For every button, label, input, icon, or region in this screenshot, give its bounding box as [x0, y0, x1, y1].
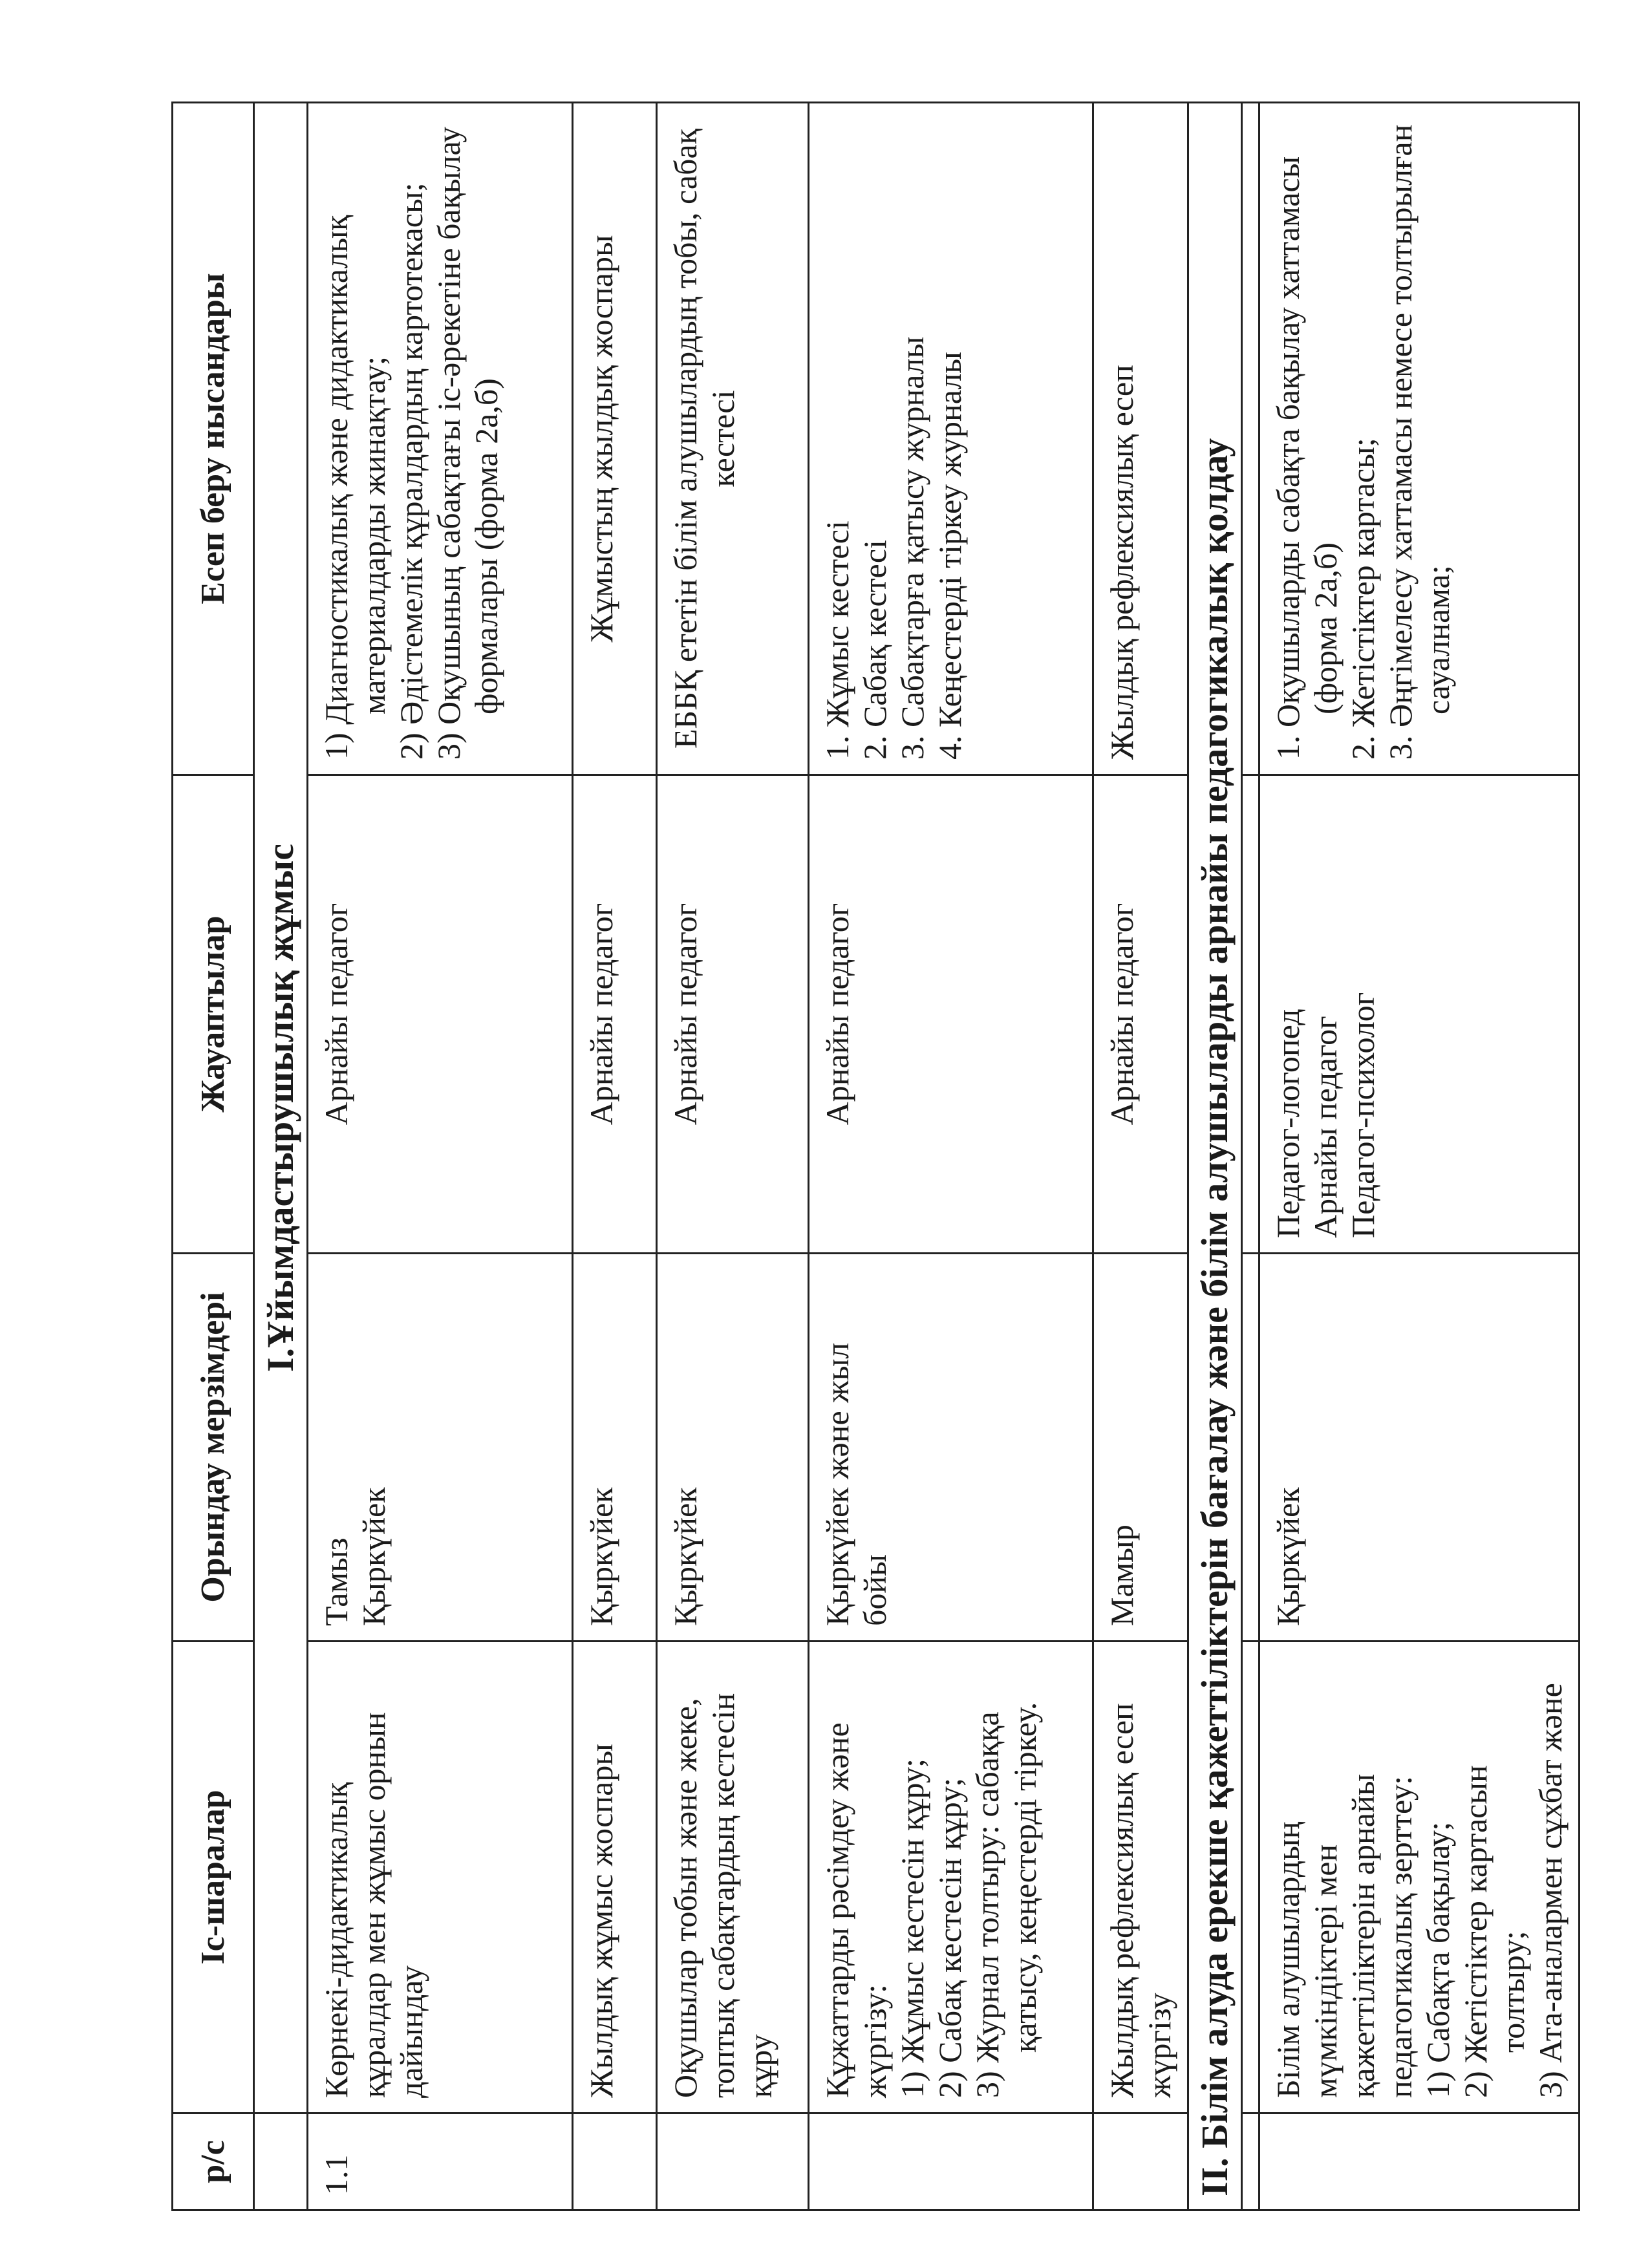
list-item: 2) Жетістіктер картасын толтыру; — [1457, 1765, 1531, 2098]
row-deadline — [308, 1254, 573, 1642]
responsible-line: Педагог-психолог — [1345, 992, 1381, 1238]
responsible-line: Педагог-логопед — [1270, 1009, 1306, 1238]
row-reporting — [1259, 103, 1580, 775]
row-num: 1.1 — [308, 2113, 573, 2210]
list-item: 4. Кеңестерді тіркеу журналы — [932, 352, 968, 760]
header-num: р/с — [173, 2113, 254, 2210]
list-item: 3) Журнал толтыру: сабаққа қатысу, кеңестерді тіркеу. — [969, 1702, 1043, 2098]
list-item: 3) Оқушының сабақтағы іс-әрекетіне бақылау формалары (форма 2а,б) — [431, 126, 504, 760]
row-activity — [1259, 1642, 1580, 2113]
deadline-line: Тамыз — [318, 1537, 354, 1626]
table-header-row — [173, 103, 254, 2210]
row-responsible: Арнайы педагог — [657, 775, 809, 1254]
row-reporting — [809, 103, 1093, 775]
row-num — [809, 2113, 1093, 2210]
list-item: 2. Сабақ кестесі — [857, 539, 893, 760]
table-row — [657, 103, 809, 2210]
section-2-title: II. Білім алуда ерекше қажеттіліктерін бағалау және білім алушыларды арнайы педагогикалық қолдау — [1188, 103, 1242, 2210]
row-deadline: Қыркүйек және жыл бойы — [809, 1254, 1093, 1642]
list-item: 1) Жұмыс кестесін құру; — [894, 1758, 930, 2098]
row-num — [1259, 2113, 1580, 2210]
row-activity: Көрнекі-дидактикалық құралдар мен жұмыс орнын дайындау — [308, 1642, 573, 2113]
rotated-document-page — [171, 103, 1569, 2211]
row-reporting: Жылдық рефлексиялық есеп — [1093, 103, 1188, 775]
row-num — [573, 2113, 657, 2210]
reporting-list — [819, 118, 969, 760]
list-item: 2. Жетістіктер картасы; — [1345, 438, 1381, 760]
spacer-row — [1242, 103, 1259, 2210]
header-responsible: Жауаптылар — [173, 775, 254, 1254]
row-deadline: Қыркүйек — [1259, 1254, 1580, 1642]
activity-title: Білім алушылардың мүмкіндіктері мен қажеттіліктерін арнайы педагогикалық зерттеу: — [1270, 1773, 1419, 2098]
row-responsible: Арнайы педагог — [308, 775, 573, 1254]
section-1-row — [254, 103, 308, 2210]
table-row — [1093, 103, 1188, 2210]
row-reporting: ЕББҚ ететін білім алушылардың тобы, сабақ кестесі — [657, 103, 809, 775]
activity-list — [1419, 1656, 1569, 2098]
row-activity: Жылдық рефлексиялық есеп жүргізу — [1093, 1642, 1188, 2113]
list-item: 3) Ата-аналармен сұхбат және — [1532, 1683, 1569, 2098]
row-num — [657, 2113, 809, 2210]
list-item: 1) Диагностикалық және дидактикалық материалдарды жинақтау; — [318, 215, 392, 760]
header-reporting: Есеп беру нысандары — [173, 103, 254, 775]
row-reporting — [308, 103, 573, 775]
deadline-line: Қыркүйек — [356, 1487, 392, 1626]
section-2-row — [1188, 103, 1242, 2210]
list-item: 3. Әңгімелесу хаттамасы немесе толтырылған сауалнама; — [1382, 124, 1456, 760]
row-num — [1093, 2113, 1188, 2210]
row-responsible: Арнайы педагог — [1093, 775, 1188, 1254]
table-row — [308, 103, 573, 2210]
section-1-title: I.Ұйымдастырушылық жұмыс — [254, 103, 308, 2113]
row-responsible: Арнайы педагог — [809, 775, 1093, 1254]
plan-table — [171, 102, 1580, 2211]
header-activities: Іс-шаралар — [173, 1642, 254, 2113]
list-item: 3. Сабақтарға қатысу журналы — [894, 336, 930, 760]
list-item: 1. Жұмыс кестесі — [819, 520, 855, 760]
reporting-list — [317, 118, 505, 760]
row-reporting: Жұмыстың жылдық жоспары — [573, 103, 657, 775]
row-activity: Жылдық жұмыс жоспары — [573, 1642, 657, 2113]
row-deadline: Қыркүйек — [573, 1254, 657, 1642]
activity-title: Құжаттарды рәсімдеу және жүргізу: — [819, 1722, 893, 2098]
row-deadline: Қыркүйек — [657, 1254, 809, 1642]
table-row — [809, 103, 1093, 2210]
row-activity — [809, 1642, 1093, 2113]
row-activity: Оқушылар тобын және жеке, топтық сабақтардың кестесін құру — [657, 1642, 809, 2113]
reporting-list — [1269, 118, 1457, 760]
activity-list — [894, 1656, 1044, 2098]
row-deadline: Мамыр — [1093, 1254, 1188, 1642]
list-item: 1) Сабақта бақылау; — [1420, 1821, 1456, 2098]
row-responsible: Арнайы педагог — [573, 775, 657, 1254]
row-responsible — [1259, 775, 1580, 1254]
header-deadline: Орындау мерзімдері — [173, 1254, 254, 1642]
list-item: 1. Оқушыларды сабақта бақылау хаттамасы (форма 2а,б) — [1270, 156, 1344, 760]
table-row — [573, 103, 657, 2210]
list-item: 2) Сабақ кестесін құру; — [932, 1777, 968, 2098]
list-item: 2) Әдістемелік құралдардың картотекасы; — [393, 182, 429, 760]
table-row — [1259, 103, 1580, 2210]
responsible-line: Арнайы педагог — [1307, 1016, 1344, 1238]
